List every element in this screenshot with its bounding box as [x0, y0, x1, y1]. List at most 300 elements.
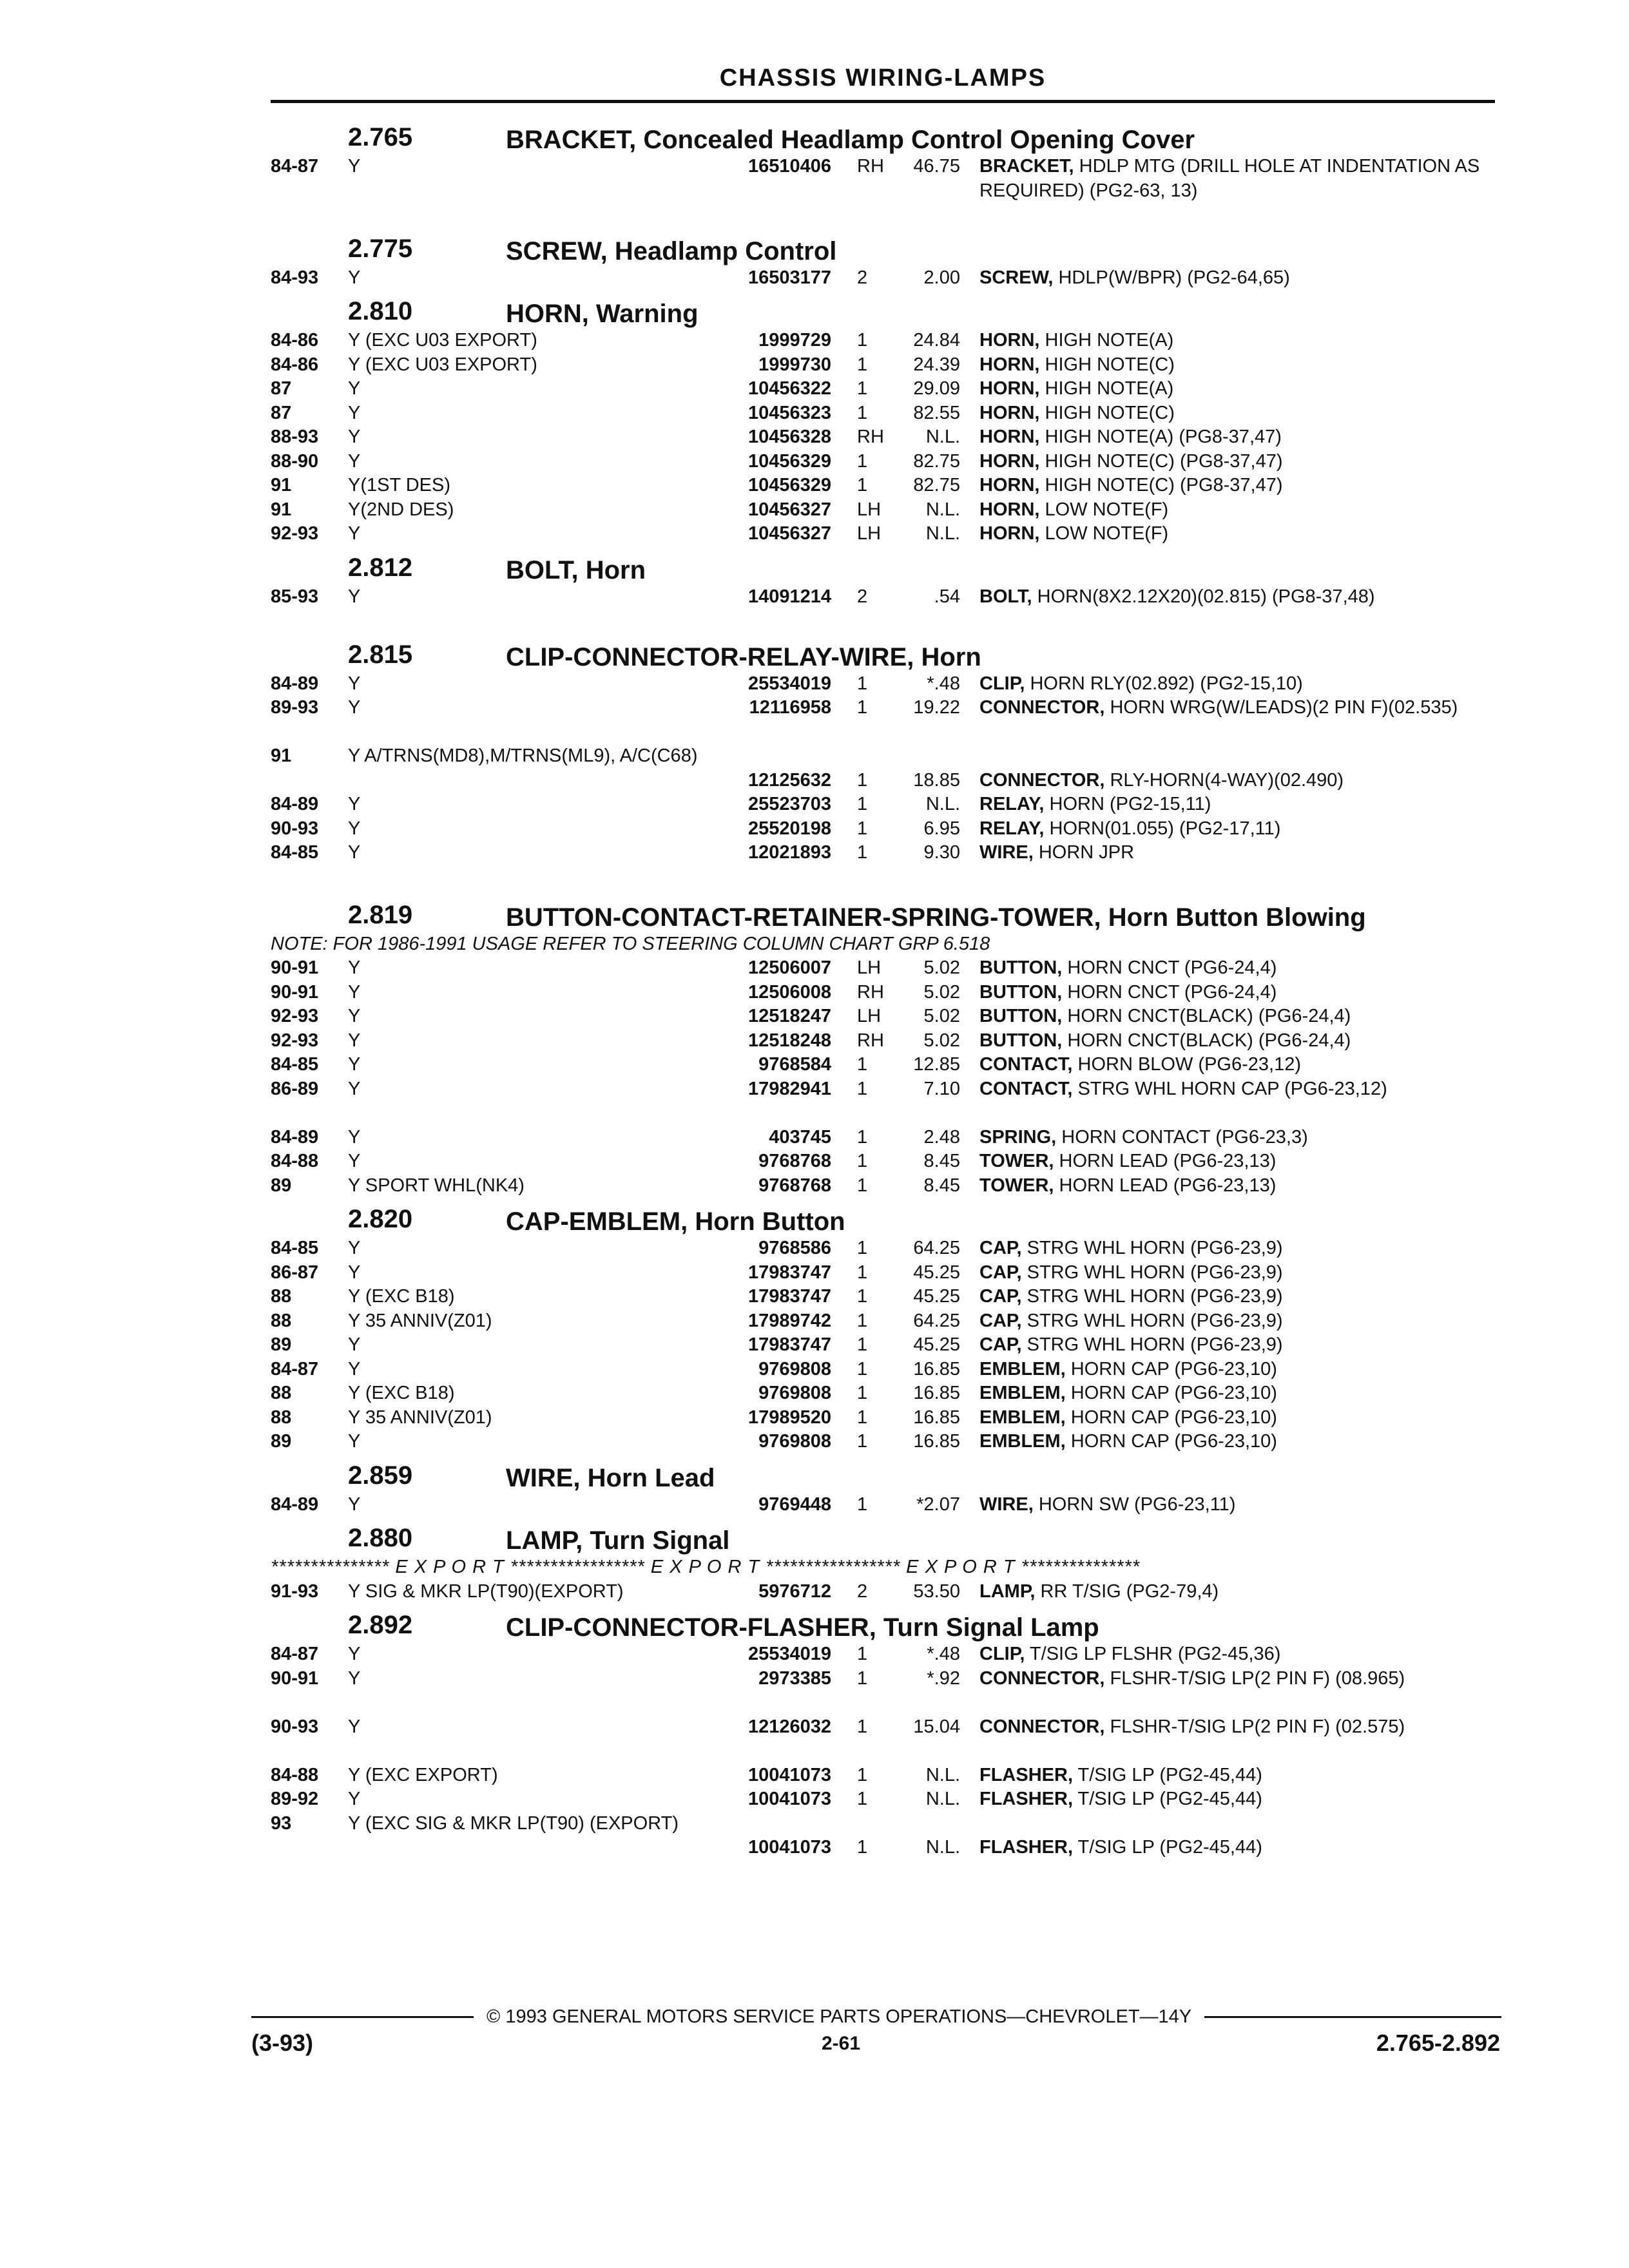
description-text: RLY-HORN(4-WAY)(02.490)	[1104, 769, 1344, 791]
price: N.L.	[925, 1789, 960, 1810]
usage-code: Y	[348, 402, 361, 423]
description-noun: HORN,	[979, 330, 1040, 351]
description-text: HIGH NOTE(C) (PG8-37,47)	[1039, 450, 1283, 472]
part-row	[271, 1309, 1495, 1334]
part-number: 25534019	[747, 673, 831, 694]
part-description	[979, 817, 1495, 841]
usage-code: Y	[348, 1789, 361, 1809]
quantity: 1	[857, 1334, 868, 1356]
part-row	[271, 1333, 1495, 1358]
part-number: 9768584	[758, 1054, 831, 1075]
description-noun: LAMP,	[979, 1581, 1036, 1602]
quantity: 1	[857, 842, 868, 863]
price: 82.55	[913, 402, 960, 423]
model-years: 84-87	[271, 1644, 319, 1665]
part-row	[271, 155, 1495, 227]
description-noun: BUTTON,	[979, 1006, 1063, 1026]
quantity: RH	[857, 1030, 884, 1051]
part-row	[271, 1126, 1495, 1150]
usage-code: Y	[348, 818, 361, 839]
section-number: 2.819	[348, 900, 413, 929]
quantity: 1	[857, 1764, 868, 1785]
model-years: 84-85	[271, 842, 319, 863]
part-number: 25523703	[747, 794, 831, 815]
part-description	[979, 1285, 1495, 1309]
price: 6.95	[923, 818, 960, 839]
usage-code: Y	[348, 1030, 361, 1051]
model-years: 87	[271, 402, 292, 423]
part-number: 10456322	[747, 378, 831, 399]
usage-code: Y	[348, 1126, 361, 1148]
price: 45.25	[913, 1286, 960, 1307]
quantity: 1	[857, 1175, 868, 1196]
description-text: HORN CONTACT (PG6-23,3)	[1056, 1126, 1308, 1148]
description-text: STRG WHL HORN (PG6-23,9)	[1021, 1238, 1283, 1258]
part-number: 1999730	[758, 354, 831, 375]
model-years: 85-93	[271, 586, 319, 607]
part-row	[271, 793, 1495, 817]
price: 8.45	[923, 1175, 960, 1196]
description-text: STRG WHL HORN CAP (PG6-23,12)	[1072, 1078, 1387, 1099]
part-description	[979, 155, 1495, 203]
part-number: 9769808	[758, 1431, 831, 1452]
part-number: 10456327	[747, 499, 831, 520]
part-row	[271, 956, 1495, 981]
part-description	[979, 1493, 1495, 1517]
usage-code: Y SPORT WHL(NK4)	[348, 1175, 525, 1196]
part-row	[271, 744, 1495, 793]
part-number: 25534019	[747, 1644, 831, 1665]
usage-code: Y (EXC SIG & MKR LP(T90) (EXPORT)	[348, 1812, 679, 1834]
description-text: HORN JPR	[1033, 842, 1135, 863]
part-row	[271, 1667, 1495, 1715]
usage-code: Y A/TRNS(MD8),M/TRNS(ML9), A/C(C68)	[348, 745, 698, 766]
usage-code: Y(2ND DES)	[348, 499, 454, 520]
model-years: 84-89	[271, 673, 319, 694]
description-noun: HORN,	[979, 475, 1040, 495]
description-noun: CAP,	[979, 1286, 1022, 1307]
part-description	[979, 1787, 1495, 1812]
usage-code: Y	[348, 1054, 361, 1075]
footer-line	[251, 2004, 1501, 2030]
description-text: STRG WHL HORN (PG6-23,9)	[1021, 1334, 1283, 1355]
model-years: 84-88	[271, 1151, 319, 1172]
price: *2.07	[916, 1494, 960, 1515]
description-noun: CONNECTOR,	[979, 1716, 1105, 1737]
model-years: 92-93	[271, 523, 319, 544]
part-description	[979, 266, 1495, 291]
part-number: 12126032	[747, 1716, 831, 1737]
description-text: HORN(01.055) (PG2-17,11)	[1044, 818, 1281, 839]
description-text: LOW NOTE(F)	[1039, 523, 1169, 544]
price: 7.10	[923, 1078, 960, 1099]
price: 16.85	[913, 1383, 960, 1404]
part-number: 17983747	[747, 1262, 831, 1283]
model-years: 88	[271, 1383, 292, 1404]
quantity: 1	[857, 1431, 868, 1452]
section-heading	[271, 865, 1495, 932]
price: N.L.	[925, 499, 960, 520]
part-description	[979, 1309, 1495, 1334]
quantity: 1	[857, 1151, 868, 1172]
description-text: HDLP MTG (DRILL HOLE AT INDENTATION AS REQUIRED) (PG2-63, 13)	[979, 156, 1480, 201]
description-text: HORN LEAD (PG6-23,13)	[1054, 1175, 1277, 1196]
section-range: 2.765-2.892	[1376, 2030, 1500, 2056]
description-noun: SPRING,	[979, 1126, 1057, 1148]
price: *.48	[927, 1644, 960, 1665]
model-years: 91	[271, 475, 292, 496]
model-years: 84-89	[271, 1494, 319, 1515]
part-row	[271, 401, 1495, 426]
model-years: 90-93	[271, 1716, 319, 1737]
quantity: 1	[857, 1494, 868, 1515]
part-row	[271, 1580, 1495, 1604]
part-number: 12125632	[747, 769, 831, 791]
part-description	[979, 1642, 1495, 1667]
part-number: 9769448	[758, 1494, 831, 1515]
footer-rule-right	[1204, 2016, 1501, 2018]
quantity: 2	[857, 1581, 868, 1602]
part-row	[271, 841, 1495, 865]
part-row	[271, 981, 1495, 1005]
price: N.L.	[925, 523, 960, 544]
price: 5.02	[923, 957, 960, 979]
quantity: 1	[857, 402, 868, 423]
section-name: CLIP-CONNECTOR-RELAY-WIRE, Horn	[506, 642, 981, 671]
description-noun: TOWER,	[979, 1175, 1054, 1196]
model-years: 84-87	[271, 1358, 319, 1379]
model-years: 84-86	[271, 330, 319, 351]
description-noun: WIRE,	[979, 1494, 1034, 1515]
usage-code: Y (EXC B18)	[348, 1383, 455, 1403]
part-number: 17983747	[747, 1286, 831, 1307]
quantity: 2	[857, 586, 868, 607]
description-text: HIGH NOTE(A)	[1039, 330, 1174, 351]
model-years: 88	[271, 1310, 292, 1331]
part-row	[271, 696, 1495, 744]
description-text: RR T/SIG (PG2-79,4)	[1035, 1581, 1219, 1602]
quantity: 1	[857, 1054, 868, 1075]
description-text: HIGH NOTE(A)	[1039, 378, 1174, 399]
usage-code: Y	[348, 378, 361, 399]
part-number: 5976712	[758, 1581, 831, 1602]
model-years: 90-91	[271, 981, 319, 1003]
description-text: HORN RLY(02.892) (PG2-15,10)	[1025, 673, 1303, 694]
part-number: 12021893	[747, 842, 831, 863]
part-number: 10041073	[747, 1837, 831, 1858]
section-name: BRACKET, Concealed Headlamp Control Opening Cover	[506, 126, 1195, 154]
price: 19.22	[913, 697, 960, 718]
part-description	[979, 793, 1495, 817]
part-description	[979, 696, 1495, 720]
part-description	[979, 522, 1495, 546]
description-text: HORN (PG2-15,11)	[1044, 794, 1211, 814]
description-text: T/SIG LP (PG2-45,44)	[1073, 1789, 1262, 1809]
part-row	[271, 1174, 1495, 1198]
section-heading	[271, 116, 1495, 155]
part-description	[979, 1174, 1495, 1198]
quantity: 1	[857, 1837, 868, 1858]
description-text: LOW NOTE(F)	[1039, 499, 1169, 520]
description-noun: SCREW,	[979, 267, 1054, 288]
part-number: 16510406	[747, 156, 831, 177]
part-row	[271, 1149, 1495, 1174]
description-text: HORN CAP (PG6-23,10)	[1065, 1431, 1277, 1452]
part-row	[271, 1004, 1495, 1029]
part-number: 17989520	[747, 1407, 831, 1428]
quantity: 1	[857, 1358, 868, 1379]
part-number: 9769808	[758, 1383, 831, 1404]
part-description	[979, 585, 1495, 610]
price: 5.02	[923, 981, 960, 1003]
part-number: 17982941	[747, 1078, 831, 1099]
section-note: NOTE: FOR 1986-1991 USAGE REFER TO STEERING COLUMN CHART GRP 6.518	[271, 933, 990, 954]
description-noun: CONTACT,	[979, 1054, 1073, 1075]
price: 82.75	[913, 475, 960, 496]
part-row	[271, 1285, 1495, 1309]
part-number: 10041073	[747, 1764, 831, 1785]
description-text: FLSHR-T/SIG LP(2 PIN F) (02.575)	[1104, 1716, 1405, 1737]
usage-code: Y	[348, 957, 361, 978]
quantity: 1	[857, 1262, 868, 1283]
usage-code: Y	[348, 267, 361, 288]
section-number: 2.892	[348, 1611, 413, 1639]
model-years: 89	[271, 1334, 292, 1356]
footer-rule-left	[251, 2016, 474, 2018]
section-name: HORN, Warning	[506, 300, 699, 328]
section-heading	[271, 633, 1495, 672]
price: 45.25	[913, 1334, 960, 1356]
part-description	[979, 401, 1495, 426]
description-text: HORN WRG(W/LEADS)(2 PIN F)(02.535)	[1104, 697, 1458, 718]
usage-code: Y	[348, 673, 361, 694]
section-number: 2.775	[348, 234, 413, 263]
price: 16.85	[913, 1431, 960, 1452]
quantity: 1	[857, 1238, 868, 1259]
model-years: 84-85	[271, 1238, 319, 1259]
price: 5.02	[923, 1030, 960, 1051]
description-text: T/SIG LP (PG2-45,44)	[1073, 1837, 1262, 1858]
usage-code: Y 35 ANNIV(Z01)	[348, 1407, 492, 1428]
quantity: 1	[857, 1667, 868, 1689]
price: 16.85	[913, 1407, 960, 1428]
quantity: 1	[857, 1383, 868, 1404]
description-noun: HORN,	[979, 427, 1040, 447]
description-text: HORN(8X2.12X20)(02.815) (PG8-37,48)	[1032, 586, 1375, 607]
price: 24.84	[913, 330, 960, 351]
description-text: HORN CAP (PG6-23,10)	[1065, 1383, 1277, 1403]
model-years: 90-93	[271, 818, 319, 839]
description-noun: BOLT,	[979, 586, 1032, 607]
usage-code: Y	[348, 1151, 361, 1171]
part-description	[979, 1029, 1495, 1053]
usage-code: Y 35 ANNIV(Z01)	[348, 1310, 492, 1331]
part-description	[979, 1261, 1495, 1285]
usage-code: Y	[348, 1006, 361, 1026]
description-noun: BUTTON,	[979, 981, 1063, 1003]
description-noun: CAP,	[979, 1334, 1022, 1355]
description-text: HORN CAP (PG6-23,10)	[1065, 1407, 1277, 1428]
price: 15.04	[913, 1716, 960, 1737]
description-noun: CONNECTOR,	[979, 769, 1105, 791]
part-row	[271, 1642, 1495, 1667]
part-row	[271, 1029, 1495, 1053]
usage-code: Y	[348, 1716, 361, 1737]
part-number: 17983747	[747, 1334, 831, 1356]
description-noun: RELAY,	[979, 818, 1045, 839]
part-number: 12506007	[747, 957, 831, 979]
model-years: 89-92	[271, 1789, 319, 1810]
description-noun: BUTTON,	[979, 1030, 1063, 1051]
description-noun: FLASHER,	[979, 1837, 1073, 1858]
price: N.L.	[925, 427, 960, 448]
price: 2.00	[923, 267, 960, 288]
quantity: LH	[857, 1006, 882, 1027]
section-name: SCREW, Headlamp Control	[506, 236, 837, 265]
section-heading	[271, 1604, 1495, 1642]
section-heading	[271, 227, 1495, 266]
part-row	[271, 1053, 1495, 1077]
price: N.L.	[925, 794, 960, 815]
description-noun: EMBLEM,	[979, 1358, 1066, 1379]
description-noun: CONNECTOR,	[979, 697, 1105, 718]
section-number: 2.820	[348, 1205, 413, 1233]
section-name: CAP-EMBLEM, Horn Button	[506, 1207, 845, 1236]
description-noun: CAP,	[979, 1310, 1022, 1331]
price: 29.09	[913, 378, 960, 399]
description-noun: CONTACT,	[979, 1078, 1073, 1099]
part-description	[979, 498, 1495, 523]
quantity: 1	[857, 818, 868, 839]
part-number: 10041073	[747, 1789, 831, 1810]
footer-copyright: © 1993 GENERAL MOTORS SERVICE PARTS OPERATIONS—CHEVROLET—14Y	[487, 2006, 1192, 2027]
usage-code: Y	[348, 1667, 361, 1689]
model-years: 88-90	[271, 450, 319, 472]
quantity: RH	[857, 427, 884, 448]
part-row	[271, 585, 1495, 633]
description-text: HORN CNCT (PG6-24,4)	[1062, 981, 1277, 1003]
model-years: 90-91	[271, 957, 319, 979]
usage-code: Y	[348, 523, 361, 544]
description-noun: CONNECTOR,	[979, 1667, 1105, 1689]
section-name: BOLT, Horn	[506, 555, 646, 584]
description-noun: RELAY,	[979, 794, 1045, 814]
price: 2.48	[923, 1126, 960, 1148]
part-description	[979, 956, 1495, 981]
usage-code: Y	[348, 1262, 361, 1283]
model-years: 84-87	[271, 156, 319, 177]
description-noun: HORN,	[979, 378, 1040, 399]
model-years: 88-93	[271, 427, 319, 448]
model-years: 93	[271, 1812, 292, 1834]
part-description	[979, 1836, 1495, 1860]
section-number: 2.810	[348, 297, 413, 325]
usage-code: Y	[348, 156, 361, 177]
quantity: 1	[857, 1716, 868, 1737]
section-name: CLIP-CONNECTOR-FLASHER, Turn Signal Lamp	[506, 1613, 1099, 1642]
description-text: HIGH NOTE(C) (PG8-37,47)	[1039, 475, 1283, 495]
part-description	[979, 377, 1495, 401]
model-years: 84-89	[271, 1126, 319, 1148]
description-text: HIGH NOTE(C)	[1039, 402, 1175, 423]
part-row	[271, 1406, 1495, 1430]
part-number: 12116958	[749, 697, 831, 718]
part-description	[979, 1381, 1495, 1406]
price: 53.50	[913, 1581, 960, 1602]
part-row	[271, 498, 1495, 523]
part-number: 9768768	[758, 1175, 831, 1196]
part-description	[979, 1715, 1495, 1740]
price: 45.25	[913, 1262, 960, 1283]
part-row	[271, 1261, 1495, 1285]
section-heading	[271, 546, 1495, 585]
section-number: 2.815	[348, 640, 413, 669]
model-years: 87	[271, 378, 292, 399]
description-text: HORN CNCT (PG6-24,4)	[1062, 957, 1277, 978]
section-heading	[271, 290, 1495, 329]
part-description	[979, 329, 1495, 353]
description-text: STRG WHL HORN (PG6-23,9)	[1021, 1310, 1283, 1331]
description-noun: CLIP,	[979, 1644, 1025, 1664]
usage-code: Y	[348, 697, 361, 718]
section-number: 2.765	[348, 123, 413, 151]
part-number: 10456329	[747, 450, 831, 472]
quantity: 1	[857, 1286, 868, 1307]
section-number: 2.859	[348, 1461, 413, 1490]
price: N.L.	[925, 1764, 960, 1785]
usage-code: Y	[348, 1358, 361, 1379]
header-rule	[271, 100, 1495, 103]
usage-code: Y	[348, 1431, 361, 1452]
quantity: 1	[857, 378, 868, 399]
usage-code: Y	[348, 981, 361, 1003]
part-row	[271, 817, 1495, 841]
quantity: RH	[857, 156, 884, 177]
part-description	[979, 672, 1495, 697]
part-description	[979, 1004, 1495, 1029]
model-years: 84-89	[271, 794, 319, 815]
model-years: 91	[271, 499, 292, 520]
part-number: 12506008	[747, 981, 831, 1003]
price: 16.85	[913, 1358, 960, 1379]
part-number: 2973385	[758, 1667, 831, 1689]
description-noun: HORN,	[979, 499, 1040, 520]
quantity: 1	[857, 450, 868, 472]
section-heading	[271, 1454, 1495, 1493]
description-text: HDLP(W/BPR) (PG2-64,65)	[1053, 267, 1290, 288]
part-row	[271, 1236, 1495, 1261]
quantity: 1	[857, 330, 868, 351]
quantity: 1	[857, 794, 868, 815]
quantity: 1	[857, 697, 868, 718]
usage-code: Y	[348, 1078, 361, 1099]
footer-date: (3-93)	[251, 2030, 314, 2056]
quantity: 1	[857, 673, 868, 694]
description-noun: FLASHER,	[979, 1789, 1073, 1809]
part-number: 16503177	[747, 267, 831, 288]
price: 64.25	[913, 1238, 960, 1259]
model-years: 92-93	[271, 1006, 319, 1027]
part-row	[271, 377, 1495, 401]
description-noun: EMBLEM,	[979, 1407, 1066, 1428]
model-years: 88	[271, 1286, 292, 1307]
description-text: HIGH NOTE(C)	[1039, 354, 1175, 375]
usage-code: Y	[348, 1238, 361, 1258]
model-years: 90-91	[271, 1667, 319, 1689]
part-row	[271, 266, 1495, 291]
quantity: LH	[857, 957, 882, 979]
quantity: 1	[857, 1126, 868, 1148]
